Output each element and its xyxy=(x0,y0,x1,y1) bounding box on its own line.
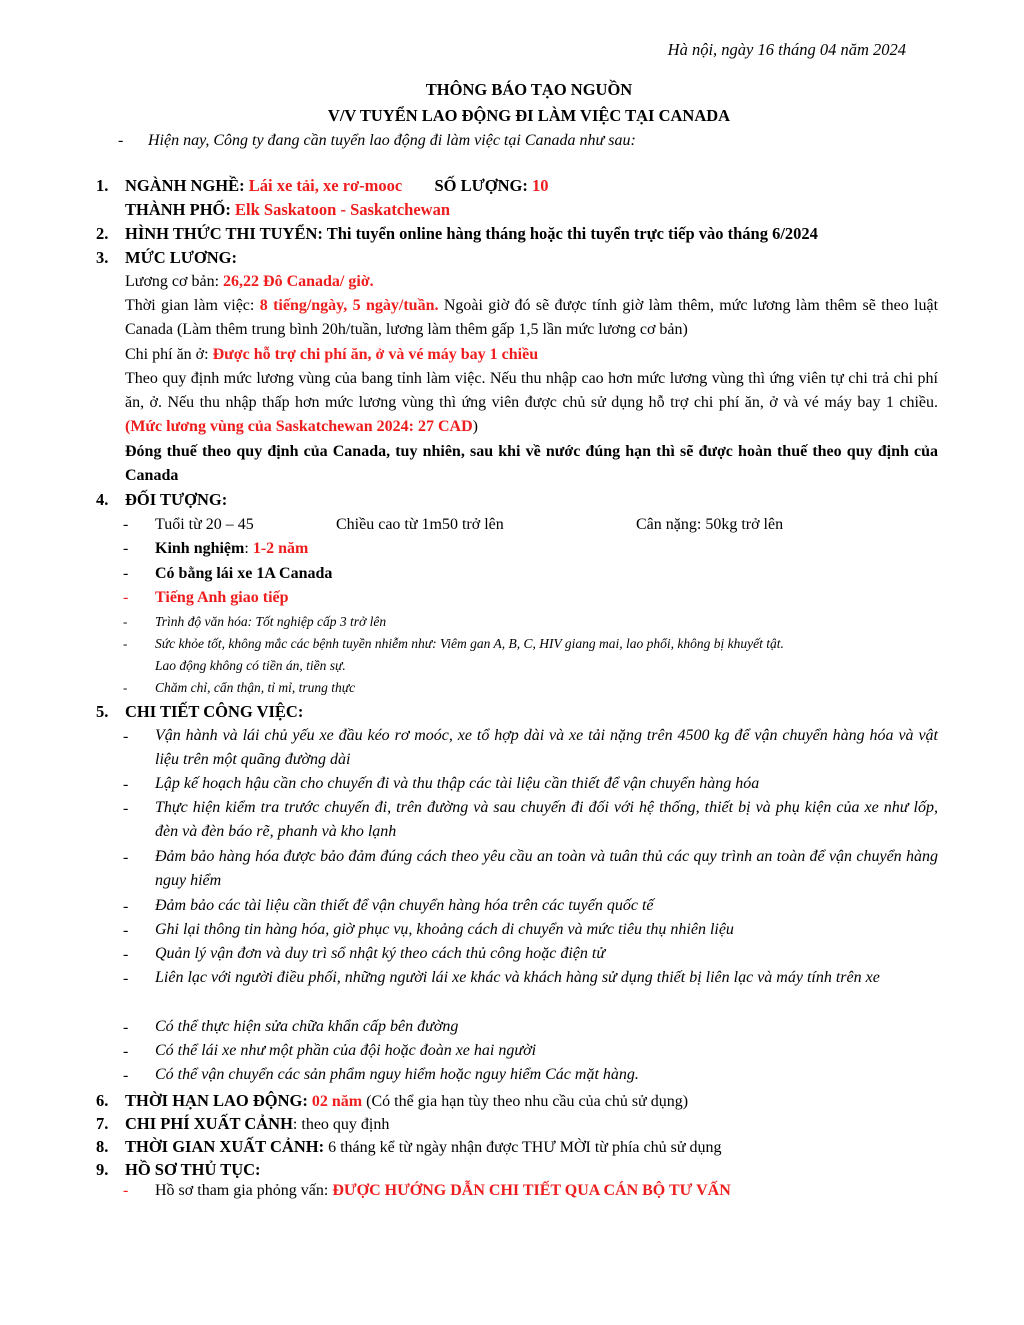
base-salary-label: Lương cơ bản: xyxy=(125,273,220,290)
job-detail-item: Ghi lại thông tin hàng hóa, giờ phục vụ, khoảng cách di chuyển và mức tiêu thụ nhiên liệu xyxy=(155,921,734,938)
section-number-2: 2. xyxy=(96,224,109,243)
living-cost-label: Chi phí ăn ở: xyxy=(125,346,209,363)
section-number-5: 5. xyxy=(96,702,109,721)
contract-term-label: THỜI HẠN LAO ĐỘNG: xyxy=(125,1091,308,1110)
bullet-dash: - xyxy=(123,970,129,987)
section-number-7: 7. xyxy=(96,1114,109,1133)
working-time-paragraph xyxy=(125,294,938,342)
bullet-dash: - xyxy=(123,614,128,629)
departure-time-value: 6 tháng kể từ ngày nhận được THƯ MỜI từ phía chủ sử dụng xyxy=(328,1139,722,1156)
document-date: Hà nội, ngày 16 tháng 04 năm 2024 xyxy=(667,40,906,59)
bullet-dash: - xyxy=(123,776,129,793)
job-details-heading: CHI TIẾT CÔNG VIỆC: xyxy=(125,702,304,721)
license-requirement: Có bằng lái xe 1A Canada xyxy=(155,565,333,582)
bullet-dash: - xyxy=(123,565,129,582)
recruitment-form-value: Thi tuyển online hàng tháng hoặc thi tuyển trực tiếp vào tháng 6/2024 xyxy=(326,224,818,243)
intro-dash: - xyxy=(118,132,124,149)
bullet-dash: - xyxy=(123,922,129,939)
bullet-dash: - xyxy=(123,1043,129,1060)
quantity-label: SỐ LƯỢNG: xyxy=(434,176,528,195)
departure-time-label: THỜI GIAN XUẤT CẢNH: xyxy=(125,1137,325,1156)
interview-documents-line xyxy=(155,1181,731,1201)
bullet-dash: - xyxy=(123,728,129,745)
departure-cost-line xyxy=(125,1114,389,1135)
traits-requirement: Chăm chỉ, cẩn thận, tỉ mỉ, trung thực xyxy=(155,680,356,695)
bullet-dash: - xyxy=(123,589,129,606)
bullet-dash: - xyxy=(123,1067,129,1084)
section-number-3: 3. xyxy=(96,248,109,267)
job-detail-item: Có thể thực hiện sửa chữa khẩn cấp bên đường xyxy=(155,1018,459,1035)
documents-heading: HỒ SƠ THỦ TỤC: xyxy=(125,1160,261,1179)
bullet-dash: - xyxy=(123,800,129,817)
section-2-line xyxy=(125,224,818,244)
document-title: THÔNG BÁO TẠO NGUỒN xyxy=(425,80,633,99)
job-detail-item: Thực hiện kiểm tra trước chuyến đi, trên đường và sau chuyến đi đối với hệ thống, thiết bị và phụ kiện của xe như lốp, đèn và đèn báo rẽ, phanh và kho lạnh xyxy=(155,799,938,840)
quantity-value: 10 xyxy=(531,176,549,195)
age-requirement: Tuổi từ 20 – 45 xyxy=(155,516,254,533)
regional-wage-open: ( xyxy=(125,418,131,435)
job-detail-item: Vận hành và lái chủ yếu xe đầu kéo rơ moóc, xe tổ hợp dài và xe tải nặng trên 4500 kg để vận chuyển hàng hóa và vật liệu trên một quãng đường dài xyxy=(155,727,938,768)
occupation-value: Lái xe tải, xe rơ-mooc xyxy=(248,176,403,195)
job-detail-item: Có thể lái xe như một phần của đội hoặc đoàn xe hai người xyxy=(155,1042,537,1059)
departure-cost-value: : theo quy định xyxy=(292,1116,390,1133)
bullet-dash: - xyxy=(123,1019,129,1036)
interview-documents-value: ĐƯỢC HƯỚNG DẪN CHI TIẾT QUA CÁN BỘ TƯ VẤN xyxy=(332,1182,731,1199)
tax-paragraph: Đóng thuế theo quy định của Canada, tuy nhiên, sau khi về nước đúng hạn thì sẽ được hoàn thuế theo quy định của Canada xyxy=(125,443,938,484)
working-time-rest: Ngoài giờ đó sẽ được tính giờ làm thêm, mức lương làm thêm sẽ theo luật Canada (Làm thêm trung bình 20h/tuần, lương làm thêm gấp 1,5 lần mức lương cơ bản) xyxy=(125,297,939,338)
bullet-dash: - xyxy=(123,898,129,915)
living-cost-line xyxy=(125,345,538,365)
working-time-value: 8 tiếng/ngày, 5 ngày/tuần. xyxy=(259,297,439,314)
occupation-label: NGÀNH NGHỀ: xyxy=(125,176,245,195)
city-value: Elk Saskatoon - Saskatchewan xyxy=(235,200,451,219)
section-number-6: 6. xyxy=(96,1091,109,1110)
bullet-dash: - xyxy=(123,680,128,695)
weight-requirement: Cân nặng: 50kg trở lên xyxy=(636,516,784,533)
bullet-dash: - xyxy=(123,946,129,963)
experience-colon: : xyxy=(244,540,249,557)
bullet-dash: - xyxy=(123,636,128,651)
base-salary-line xyxy=(125,272,374,292)
salary-heading: MỨC LƯƠNG: xyxy=(125,248,237,267)
section-number-1: 1. xyxy=(96,176,109,195)
job-detail-item: Có thể vận chuyển các sản phẩm nguy hiểm hoặc nguy hiểm Các mặt hàng. xyxy=(155,1066,639,1083)
height-requirement: Chiều cao từ 1m50 trở lên xyxy=(336,516,504,533)
health-requirement: Sức khỏe tốt, không mắc các bệnh tuyền nhiễm như: Viêm gan A, B, C, HIV giang mai, lao phổi, không bị khuyết tật. xyxy=(155,636,784,651)
experience-value: 1-2 năm xyxy=(252,540,309,557)
section-number-4: 4. xyxy=(96,490,109,509)
bullet-dash: - xyxy=(123,849,129,866)
criminal-record-requirement: Lao động không có tiền án, tiền sự. xyxy=(155,658,346,673)
section-number-9: 9. xyxy=(96,1160,109,1179)
section-1-city xyxy=(125,200,450,220)
contract-term-line xyxy=(125,1091,688,1112)
interview-documents-label: Hồ sơ tham gia phỏng vấn: xyxy=(155,1182,329,1199)
bullet-dash: - xyxy=(123,516,129,533)
city-label: THÀNH PHỐ: xyxy=(125,200,231,219)
education-requirement: Trình độ văn hóa: Tốt nghiệp cấp 3 trở lên xyxy=(155,614,387,629)
job-detail-item: Đảm bảo hàng hóa được bảo đảm đúng cách theo yêu cầu an toàn và tuân thủ các quy trình an toàn để vận chuyển hàng nguy hiểm xyxy=(155,848,938,889)
working-time-label: Thời gian làm việc: xyxy=(125,297,255,314)
contract-term-note: (Có thể gia hạn tùy theo nhu cầu của chủ sử dụng) xyxy=(366,1093,689,1110)
intro-text: Hiện nay, Công ty đang cần tuyển lao động đi làm việc tại Canada như sau: xyxy=(148,132,636,149)
regional-wage-text: Theo quy định mức lương vùng của bang tỉnh làm việc. Nếu thu nhập cao hơn mức lương vùng thì ứng viên tự chi trả chi phí ăn, ở. Nếu thu nhập thấp hơn mức lương vùng thì ứng viên được chủ sử dụng hỗ trợ chi phí ăn, ở và vé máy bay 1 chiều. xyxy=(125,370,938,411)
bullet-dash: - xyxy=(123,540,129,557)
regional-wage-paragraph xyxy=(125,367,938,439)
base-salary-value: 26,22 Đô Canada/ giờ. xyxy=(223,273,374,290)
job-detail-item: Quản lý vận đơn và duy trì sổ nhật ký theo cách thủ công hoặc điện tử xyxy=(155,945,606,962)
contract-term-value: 02 năm xyxy=(311,1093,363,1110)
job-detail-item: Lập kế hoạch hậu cần cho chuyến đi và thu thập các tài liệu cần thiết để vận chuyển hàng hóa xyxy=(155,775,760,792)
job-detail-item: Đảm bảo các tài liệu cần thiết để vận chuyển hàng hóa trên các tuyến quốc tế xyxy=(155,897,654,914)
section-1-line xyxy=(125,176,548,196)
document-subtitle: V/V TUYỂN LAO ĐỘNG ĐI LÀM VIỆC TẠI CANADA xyxy=(327,106,731,125)
recruitment-form-label: HÌNH THỨC THI TUYỂN: xyxy=(125,224,323,243)
regional-wage-close: ) xyxy=(472,418,478,435)
section-number-8: 8. xyxy=(96,1137,109,1156)
experience-label: Kinh nghiệm xyxy=(155,540,245,557)
english-requirement: Tiếng Anh giao tiếp xyxy=(155,589,289,606)
candidate-heading: ĐỐI TƯỢNG: xyxy=(125,490,228,509)
departure-cost-label: CHI PHÍ XUẤT CẢNH xyxy=(125,1114,293,1133)
living-cost-value: Được hỗ trợ chi phí ăn, ở và vé máy bay 1 chiều xyxy=(212,346,539,363)
experience-requirement xyxy=(155,539,308,559)
departure-time-line xyxy=(125,1137,722,1158)
bullet-dash: - xyxy=(123,1182,129,1199)
regional-wage-highlight: Mức lương vùng của Saskatchewan 2024: 27 CAD xyxy=(130,418,473,435)
job-detail-item: Liên lạc với người điều phối, những người lái xe khác và khách hàng sử dụng thiết bị liên lạc và máy tính trên xe xyxy=(155,969,880,986)
